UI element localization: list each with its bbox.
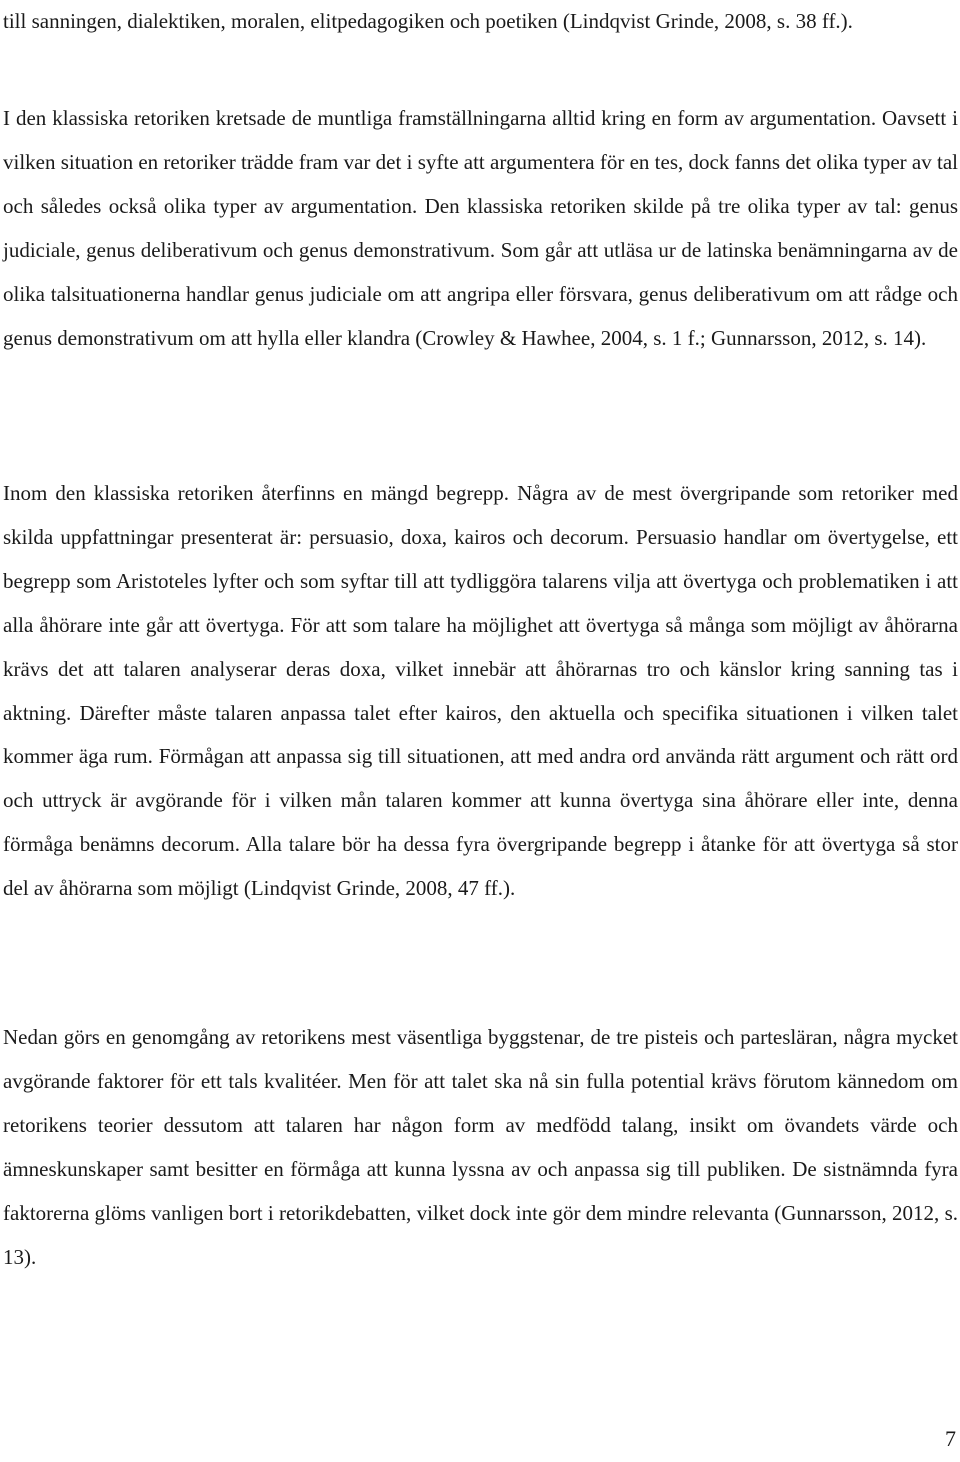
paragraph-4: Nedan görs en genomgång av retorikens mest väsentliga byggstenar, de tre pisteis och partesläran, några mycket avgörande faktorer för ett tals kvalitéer. Men för att talet ska nå sin fulla potential krävs förutom kännedom om retorikens teorier dessutom att talaren har någon form av medfödd talang, insikt om övandets värde och ämneskunskaper samt besitter en förmåga att kunna lyssna av och anpassa sig till publiken. De sistnämnda fyra faktorerna glöms vanligen bort i retorikdebatten, vilket dock inte gör dem mindre relevanta (Gunnarsson, 2012, s. 13).: [3, 1025, 958, 1269]
paragraph-1: till sanningen, dialektiken, moralen, elitpedagogiken och poetiken (Lindqvist Grinde, 2008, s. 38 ff.).: [3, 9, 853, 33]
page-number: 7: [945, 1426, 956, 1451]
paragraph-3: Inom den klassiska retoriken återfinns en mängd begrepp. Några av de mest övergripande som retoriker med skilda uppfattningar presenterat är: persuasio, doxa, kairos och decorum. Persuasio handlar om övertygelse, ett begrepp som Aristoteles lyfter och som syftar till att tydliggöra talarens vilja att övertyga och problematiken i att alla åhörare inte går att övertyga. För att som talare ha möjlighet att övertyga så många som möjligt av åhörarna krävs det att talaren analyserar deras doxa, vilket innebär att åhörarnas tro och känslor kring sanning tas i aktning. Därefter måste talaren anpassa talet efter kairos, den aktuella och specifika situationen i vilken talet kommer äga rum. Förmågan att anpassa sig till situationen, att med andra ord använda rätt argument och rätt ord och uttryck är avgörande för i vilken mån talaren kommer att kunna övertyga sina åhörare eller inte, denna förmåga benämns decorum. Alla talare bör ha dessa fyra övergripande begrepp i åtanke för att övertyga så stor del av åhörarna som möjligt (Lindqvist Grinde, 2008, 47 ff.).: [3, 481, 958, 901]
paragraph-2: I den klassiska retoriken kretsade de muntliga framställningarna alltid kring en form av argumentation. Oavsett i vilken situation en retoriker trädde fram var det i syfte att argumentera för en tes, dock fanns det olika typer av tal och således också olika typer av argumentation. Den klassiska retoriken skilde på tre olika typer av tal: genus judiciale, genus deliberativum och genus demonstrativum. Som går att utläsa ur de latinska benämningarna av de olika talsituationerna handlar genus judiciale om att angripa eller försvara, genus deliberativum om att rådge och genus demonstrativum om att hylla eller klandra (Crowley & Hawhee, 2004, s. 1 f.; Gunnarsson, 2012, s. 14).: [3, 106, 958, 350]
